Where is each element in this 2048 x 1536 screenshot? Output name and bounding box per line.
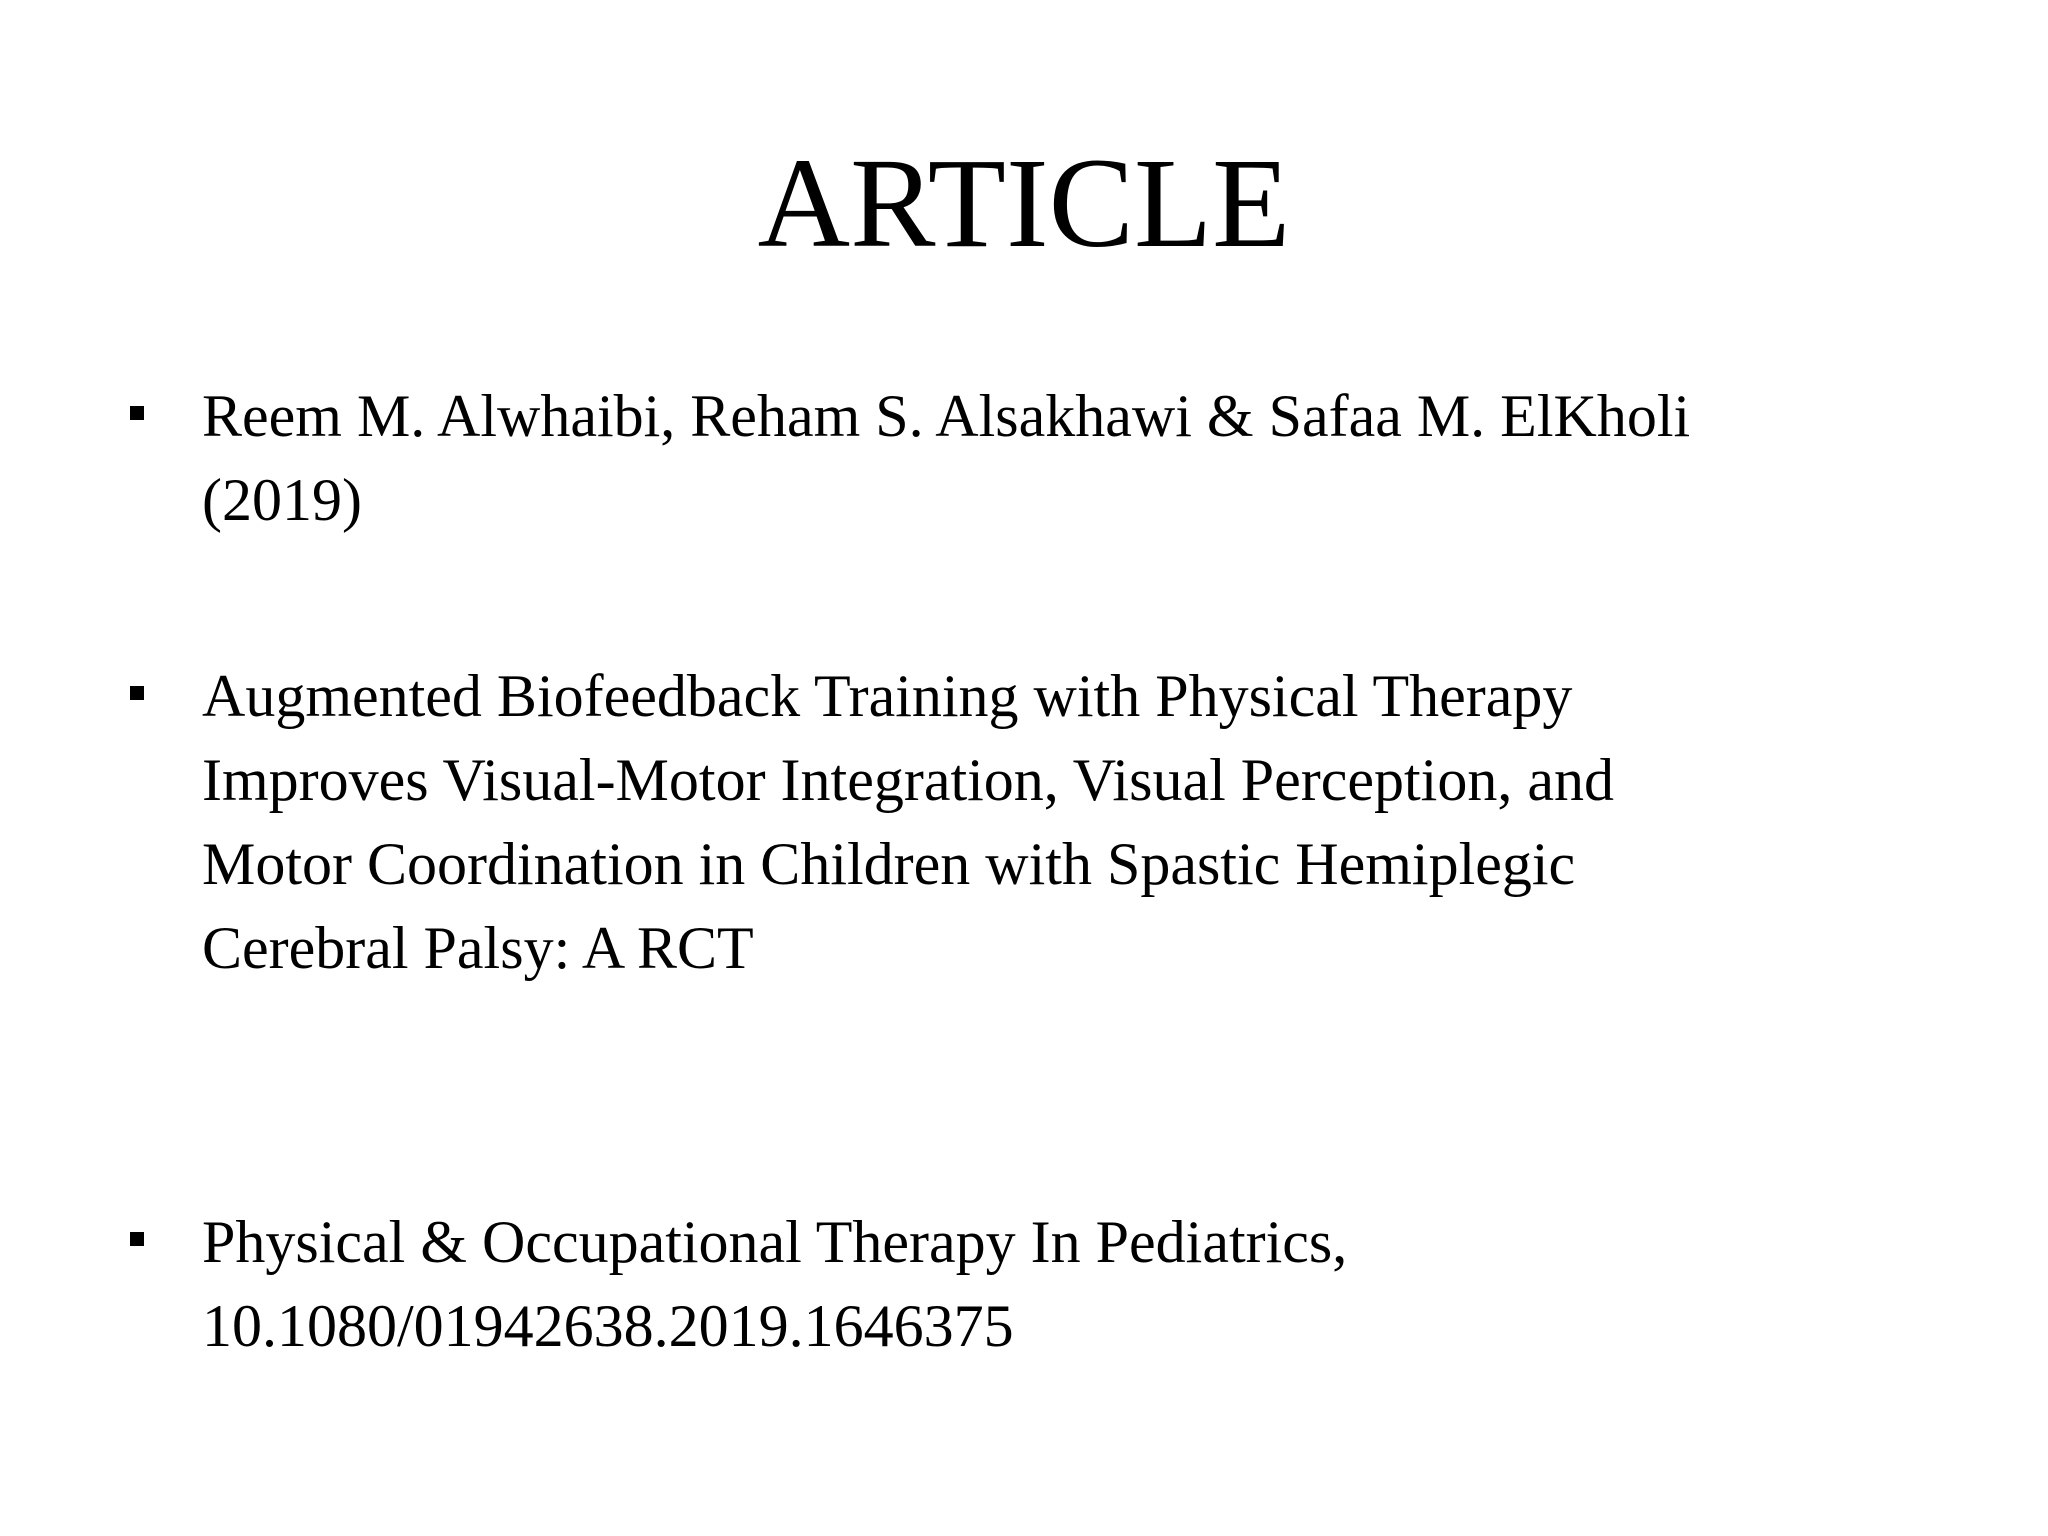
slide-title: ARTICLE <box>757 132 1291 274</box>
square-bullet-icon <box>130 406 144 420</box>
bullet-text: Augmented Biofeedback Training with Physical Therapy Improves Visual-Motor Integration, Visual Perception, and Motor Coordination in Children with Spastic Hemiplegic Cerebral Palsy: A RCT <box>202 663 1614 981</box>
bullet-text: Reem M. Alwhaibi, Reham S. Alsakhawi & Safaa M. ElKholi (2019) <box>202 383 1691 533</box>
square-bullet-icon <box>130 1232 144 1246</box>
square-bullet-icon <box>130 686 144 700</box>
bullet-text: Physical & Occupational Therapy In Pediatrics, 10.1080/01942638.2019.1646375 <box>202 1209 1348 1359</box>
